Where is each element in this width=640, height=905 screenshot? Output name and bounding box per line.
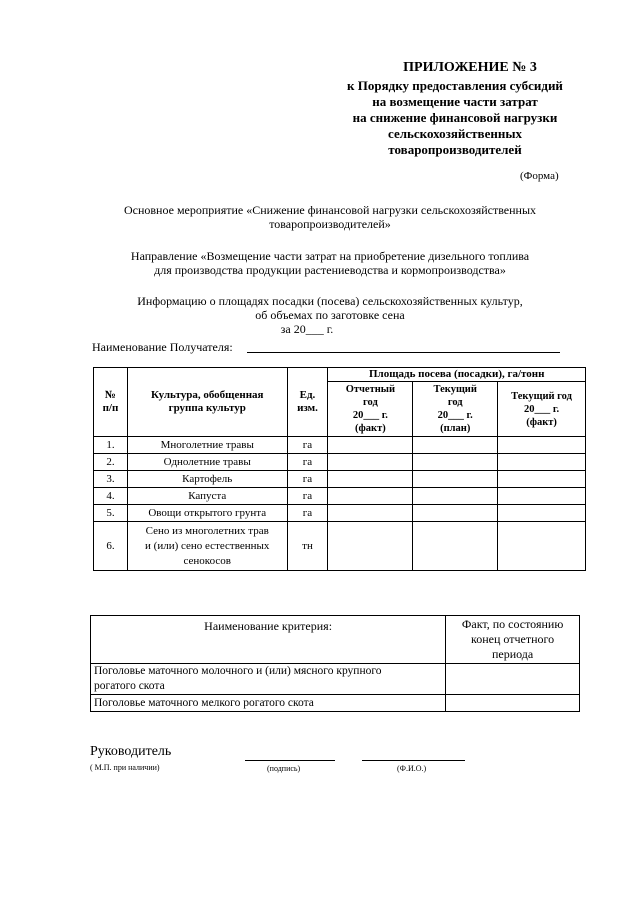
subtitle-line: товаропроизводителей [388, 142, 522, 157]
row-num: 2. [94, 454, 128, 471]
reporting-year-cell[interactable] [328, 505, 413, 522]
reporting-year-header: Отчетный год 20___ г. (факт) [328, 382, 413, 437]
subtitle-line: на возмещение части затрат [372, 94, 538, 109]
current-year-fact-header: Текущий год 20___ г. (факт) [498, 382, 586, 437]
head-label: Руководитель [90, 744, 172, 759]
name-line[interactable] [362, 760, 465, 761]
name-label: (Ф.И.О.) [397, 764, 427, 773]
row-num: 4. [94, 488, 128, 505]
row-num: 5. [94, 505, 128, 522]
row-unit: га [287, 488, 328, 505]
stamp-note: ( М.П. при наличии) [90, 763, 160, 772]
main-event-line: Основное мероприятие «Снижение финансовой нагрузки сельскохозяйственных [123, 203, 537, 217]
table-row [94, 437, 586, 454]
criteria-table [90, 615, 580, 712]
recipient-input-line[interactable] [247, 352, 560, 353]
main-event-line: товаропроизводителей» [269, 217, 391, 231]
table-row [94, 522, 586, 571]
fact-header: Факт, по состоянию конец отчетного периода [446, 616, 580, 664]
row-unit: тн [287, 522, 328, 571]
current-year-plan-cell[interactable] [413, 454, 498, 471]
row-num: 6. [94, 522, 128, 571]
signature-label: (подпись) [267, 764, 301, 773]
row-culture: Однолетние травы [127, 454, 287, 471]
culture-header: Культура, обобщенная группа культур [127, 368, 287, 437]
subtitle-line: на снижение финансовой нагрузки [352, 110, 558, 125]
table-row [91, 664, 580, 695]
row-unit: га [287, 505, 328, 522]
current-year-fact-cell[interactable] [498, 437, 586, 454]
direction-line: для производства продукции растениеводства и кормопроизводства» [154, 263, 506, 277]
recipient-label: Наименование Получателя: [92, 340, 233, 354]
info-line: об объемах по заготовке сена [255, 308, 405, 322]
info-text [100, 294, 560, 336]
current-year-plan-cell[interactable] [413, 522, 498, 571]
current-year-plan-cell[interactable] [413, 471, 498, 488]
row-unit: га [287, 437, 328, 454]
row-culture: Овощи открытого грунта [127, 505, 287, 522]
signature-line[interactable] [245, 760, 335, 761]
row-culture: Картофель [127, 471, 287, 488]
reporting-year-cell[interactable] [328, 454, 413, 471]
unit-header: Ед. изм. [287, 368, 328, 437]
area-group-header: Площадь посева (посадки), га/тонн [328, 368, 586, 382]
current-year-plan-cell[interactable] [413, 488, 498, 505]
reporting-year-cell[interactable] [328, 522, 413, 571]
row-num: 1. [94, 437, 128, 454]
subtitle-line: к Порядку предоставления субсидий [347, 78, 563, 93]
fact-value-cell[interactable] [446, 695, 580, 712]
current-year-plan-header: Текущий год 20___ г. (план) [413, 382, 498, 437]
criterion-cell: Поголовье маточного молочного и (или) мясного крупного рогатого скота [91, 664, 446, 695]
current-year-plan-cell[interactable] [413, 437, 498, 454]
table-row [94, 488, 586, 505]
row-unit: га [287, 471, 328, 488]
crops-header-row [94, 368, 586, 382]
form-label: (Форма) [520, 170, 559, 182]
num-header: № п/п [94, 368, 128, 437]
reporting-year-cell[interactable] [328, 488, 413, 505]
fact-value-cell[interactable] [446, 664, 580, 695]
table-row [94, 471, 586, 488]
current-year-fact-cell[interactable] [498, 471, 586, 488]
appendix-subtitle [305, 78, 605, 158]
row-culture: Сено из многолетних трав и (или) сено естественных сенокосов [127, 522, 287, 571]
table-row [94, 505, 586, 522]
criterion-cell: Поголовье маточного мелкого рогатого скота [91, 695, 446, 712]
current-year-fact-cell[interactable] [498, 488, 586, 505]
current-year-fact-cell[interactable] [498, 454, 586, 471]
row-culture: Многолетние травы [127, 437, 287, 454]
current-year-fact-cell[interactable] [498, 522, 586, 571]
current-year-plan-cell[interactable] [413, 505, 498, 522]
reporting-year-cell[interactable] [328, 437, 413, 454]
info-line: Информацию о площадях посадки (посева) сельскохозяйственных культур, [137, 294, 523, 308]
subtitle-line: сельскохозяйственных [388, 126, 522, 141]
info-line: за 20___ г. [280, 322, 334, 336]
criteria-header-row [91, 616, 580, 664]
row-culture: Капуста [127, 488, 287, 505]
table-row [94, 454, 586, 471]
reporting-year-cell[interactable] [328, 471, 413, 488]
appendix-title: ПРИЛОЖЕНИЕ № 3 [403, 60, 537, 75]
direction-line: Направление «Возмещение части затрат на приобретение дизельного топлива [130, 249, 530, 263]
crops-table [93, 367, 586, 571]
criterion-header: Наименование критерия: [91, 616, 446, 664]
row-num: 3. [94, 471, 128, 488]
current-year-fact-cell[interactable] [498, 505, 586, 522]
direction-text [90, 249, 570, 277]
table-row [91, 695, 580, 712]
row-unit: га [287, 454, 328, 471]
main-event-text [90, 203, 570, 231]
